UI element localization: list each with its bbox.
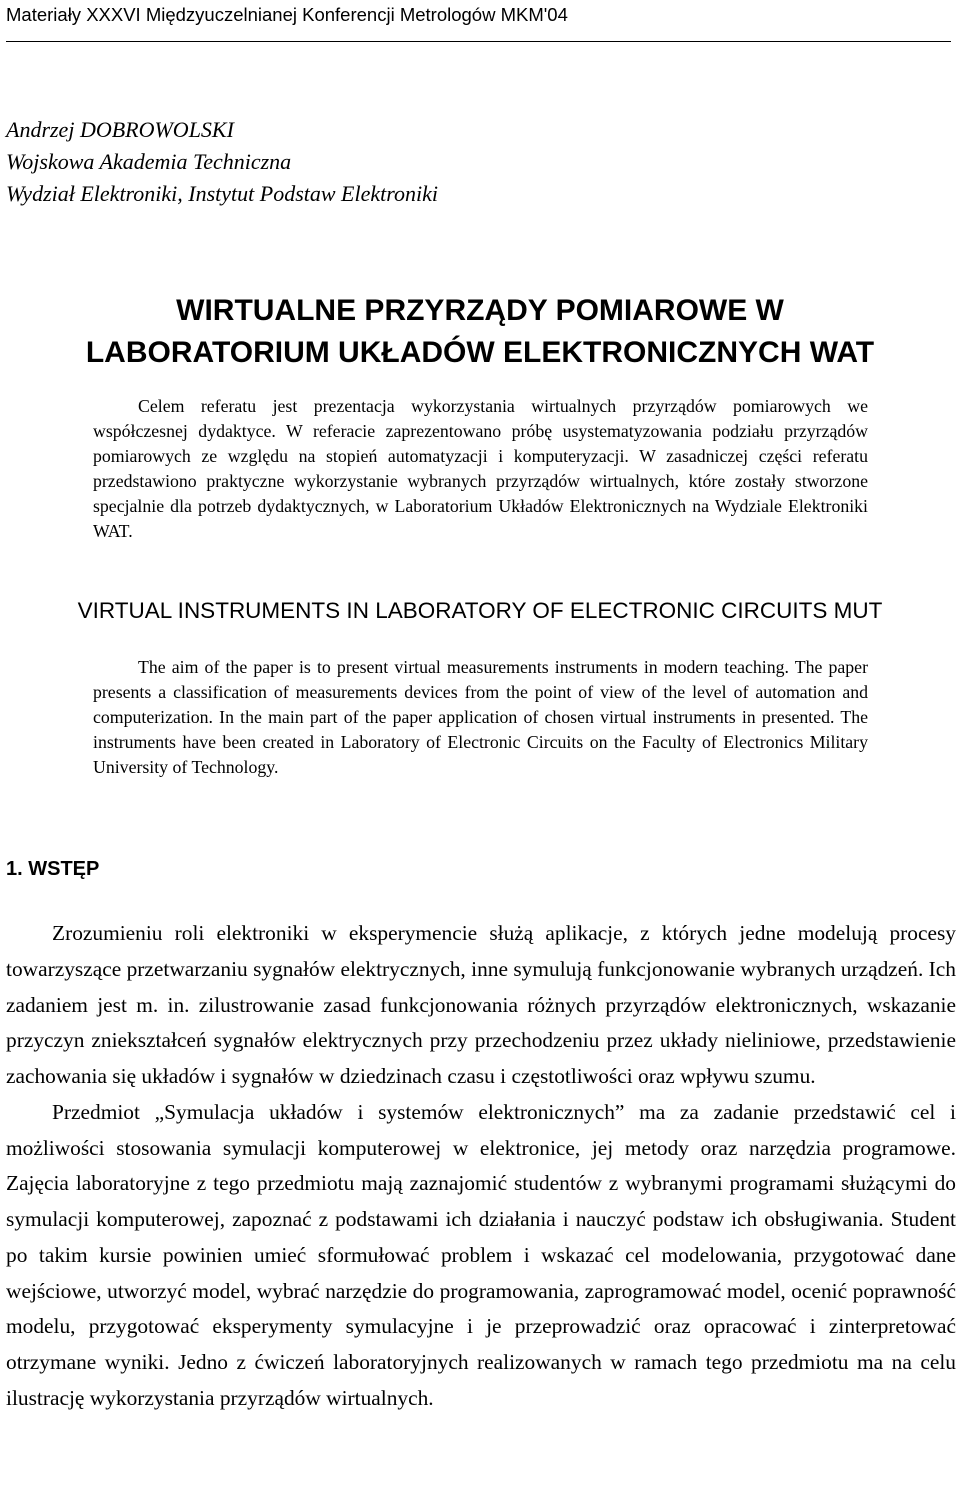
abstract-polish xyxy=(93,394,868,544)
abstract-english-text: The aim of the paper is to present virtual measurements instruments in modern teaching. The paper presents a classification of measurements devices from the point of view of the level of automation and computerization. In the main part of the paper application of chosen virtual instruments in presented. The instruments have been created in Laboratory of Electronic Circuits on the Faculty of Electronics Military University of Technology. xyxy=(93,657,868,777)
title-line-2: LABORATORIUM UKŁADÓW ELEKTRONICZNYCH WAT xyxy=(85,336,875,369)
title-line-1: WIRTUALNE PRZYRZĄDY POMIAROWE W xyxy=(176,294,784,327)
section-heading: 1. WSTĘP xyxy=(6,858,100,880)
abstract-polish-text: Celem referatu jest prezentacja wykorzystania wirtualnych przyrządów pomiarowych we współczesnej dydaktyce. W referacie zaprezentowano próbę usystematyzowania podziału przyrządów pomiarowych ze względu na stopień automatyzacji i komputeryzacji. W zasadniczej części referatu przedstawiono praktyczne wykorzystanie wybranych przyrządów wirtualnych, które zostały stworzone specjalnie dla potrzeb dydaktycznych, w Laboratorium Układów Elektronicznych na Wydziale Elektroniki WAT. xyxy=(93,396,868,541)
body-paragraph-1: Zrozumieniu roli elektroniki w eksperymencie służą aplikacje, z których jedne modelują procesy towarzyszące przetwarzaniu sygnałów elektrycznych, inne symulują funkcjonowanie wybranych urządzeń. Ich zadaniem jest m. in. zilustrowanie zasad funkcjonowania różnych przyrządów elektronicznych, wskazanie przyczyn zniekształceń sygnałów elektrycznych przy przechodzeniu przez układy nieliniowe, przedstawienie zachowania się układów i sygnałów w dziedzinach czasu i częstotliwości oraz wpływu szumu. xyxy=(6,921,956,1088)
body-paragraph-2: Przedmiot „Symulacja układów i systemów elektronicznych” ma za zadanie przedstawić cel i możliwości stosowania symulacji komputerowej w elektronice, jej metody oraz narzędzia programowe. Zajęcia laboratoryjne z tego przedmiotu mają zaznajomić studentów z wybranymi programami służącymi do symulacji komputerowej, zapoznać z podstawami ich działania i nauczyć podstaw ich obsługiwania. Student po takim kursie powinien umieć sformułować problem i wskazać cel modelowania, przygotować dane wejściowe, utworzyć model, wybrać narzędzie do programowania, zaprogramować model, ocenić poprawność modelu, przygotować eksperymenty symulacyjne i je przeprowadzić oraz opracować i zinterpretować otrzymane wyniki. Jedno z ćwiczeń laboratoryjnych realizowanych w ramach tego przedmiotu ma na celu ilustrację wykorzystania przyrządów wirtualnych. xyxy=(6,1099,956,1410)
paper-title-polish xyxy=(0,290,960,374)
abstract-english xyxy=(93,655,868,780)
header-rule xyxy=(6,41,951,42)
running-header: Materiały XXXVI Międzyuczelnianej Konferencji Metrologów MKM'04 xyxy=(6,4,568,25)
author-block xyxy=(6,114,438,210)
author-department: Wydział Elektroniki, Instytut Podstaw Elektroniki xyxy=(6,181,438,206)
author-institution: Wojskowa Akademia Techniczna xyxy=(6,149,292,174)
paper-title-english: VIRTUAL INSTRUMENTS IN LABORATORY OF ELECTRONIC CIRCUITS MUT xyxy=(77,598,883,623)
section-body xyxy=(6,916,956,1417)
author-name: Andrzej DOBROWOLSKI xyxy=(6,117,234,142)
